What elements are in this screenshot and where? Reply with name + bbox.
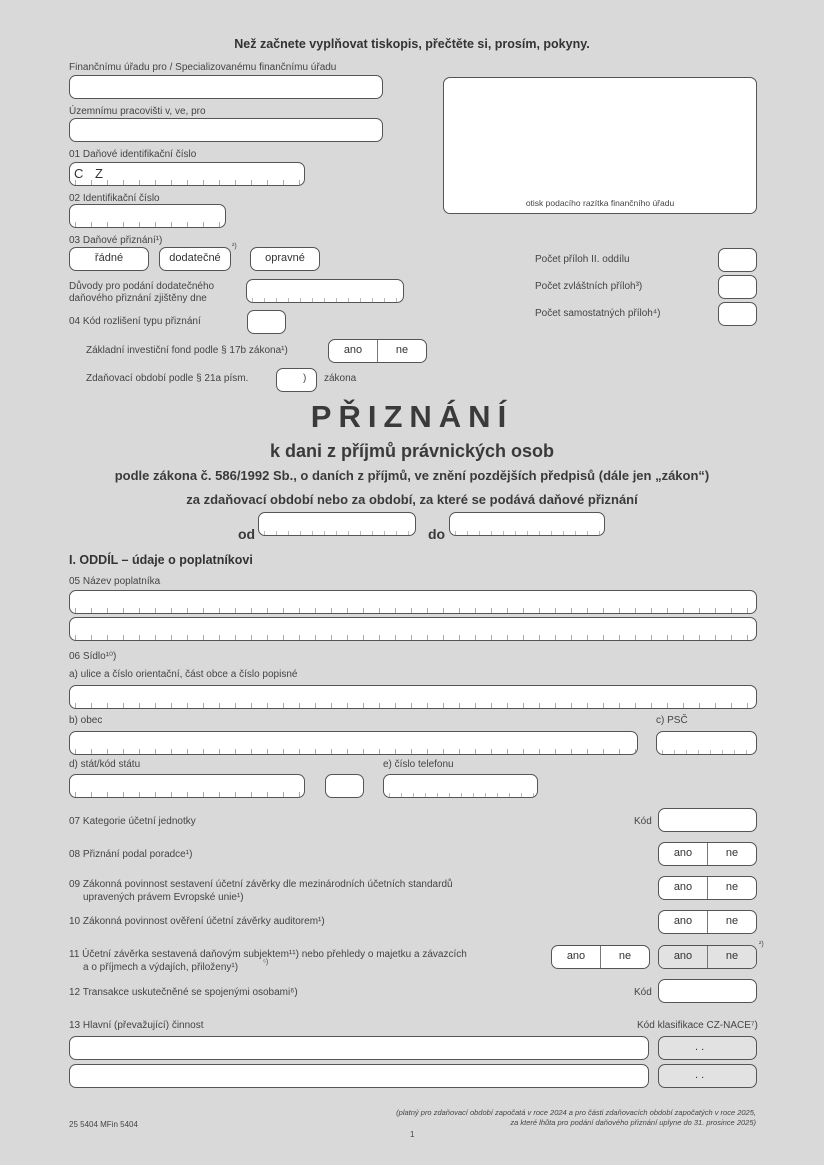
page-number: 1 (410, 1130, 415, 1139)
q11-ano-2[interactable]: ano (659, 946, 707, 968)
ulice-field[interactable] (69, 685, 757, 709)
q11-label-1: 11 Účetní závěrka sestavená daňovým subjektem¹¹) nebo přehledy o majetku a závazcích (69, 949, 467, 960)
zdanovaci-field[interactable] (276, 368, 317, 392)
nace-dots-2: . . (695, 1069, 705, 1081)
q11-toggle-1[interactable] (551, 945, 650, 969)
poradce-label: 08 Přiznání podal poradce¹) (69, 849, 193, 860)
stat-field[interactable] (69, 774, 305, 798)
q11-toggle-2[interactable] (658, 945, 757, 969)
radne-option[interactable]: řádné (69, 247, 149, 271)
investicni-fond-ne[interactable]: ne (377, 340, 426, 362)
transakce-kod-field[interactable] (658, 979, 757, 1003)
dic-label: 01 Daňové identifikační číslo (69, 149, 197, 160)
validity-note-2: za které lhůta pro podání daňového přiznání uplyne do 31. prosince 2025) (510, 1118, 756, 1127)
prilohy-label-1: Počet příloh II. oddílu (535, 254, 630, 265)
ic-label: 02 Identifikační číslo (69, 193, 160, 204)
overeni-ano[interactable]: ano (673, 915, 693, 927)
od-label: od (238, 526, 256, 542)
overeni-label: 10 Zákonná povinnost ověření účetní závěrky auditorem¹) (69, 916, 325, 927)
transakce-label: 12 Transakce uskutečněné se spojenými osobami⁶) (69, 987, 298, 998)
dodatecne-note: ²) (232, 243, 237, 250)
kod-rozliseni-field[interactable] (247, 310, 286, 334)
stamp-label: otisk podacího razítka finančního úřadu (525, 198, 675, 208)
telefon-field[interactable] (383, 774, 538, 798)
poradce-toggle[interactable] (658, 842, 757, 866)
do-label: do (428, 526, 446, 542)
prilohy-label-3: Počet samostatných příloh⁴) (535, 308, 661, 319)
stamp-area (443, 77, 757, 214)
q11-ne-1[interactable]: ne (600, 946, 649, 968)
q11-note-right: ²) (759, 941, 764, 948)
obec-field[interactable] (69, 731, 638, 755)
law-reference: podle zákona č. 586/1992 Sb., o daních z příjmů, ve znění pozdějších předpisů (dále jen „zákon“) (114, 468, 710, 483)
nace-field-1[interactable] (658, 1036, 757, 1060)
zaverka-label-2: upravených právem Evropské unie¹) (83, 892, 244, 903)
cinnost-field-2[interactable] (69, 1064, 649, 1088)
transakce-kod-label: Kód (634, 987, 652, 998)
nace-label: Kód klasifikace CZ-NACE⁷) (637, 1020, 758, 1031)
psc-label: c) PSČ (656, 715, 688, 726)
q11-ne-2[interactable]: ne (707, 946, 756, 968)
ic-field[interactable] (69, 204, 226, 228)
do-date-field[interactable] (449, 512, 605, 536)
validity-note-1: (platný pro zdaňovací období započatá v roce 2024 a pro části zdaňovacích období započatých v roce 2025, (396, 1108, 756, 1117)
nazev-field-1[interactable] (69, 590, 757, 614)
zaverka-ne[interactable]: ne (707, 877, 756, 899)
form-subtitle: k dani z příjmů právnických osob (269, 441, 555, 461)
poradce-ne[interactable]: ne (707, 843, 756, 865)
prilohy-field-1[interactable] (718, 248, 757, 272)
zaverka-label-1: 09 Zákonná povinnost sestavení účetní závěrky dle mezinárodních účetních standardů (69, 879, 453, 890)
duvody-date-field[interactable] (246, 279, 404, 303)
duvody-label-1: Důvody pro podání dodatečného (69, 281, 215, 292)
zdanovaci-paren: ) (303, 373, 307, 384)
section1-heading: I. ODDÍL – údaje o poplatníkovi (69, 553, 253, 567)
kategorie-label: 07 Kategorie účetní jednotky (69, 816, 196, 827)
zaverka-toggle[interactable] (658, 876, 757, 900)
investicni-fond-toggle[interactable] (328, 339, 427, 363)
opravne-option[interactable]: opravné (250, 247, 320, 271)
stat-kod-field[interactable] (325, 774, 364, 798)
ulice-label: a) ulice a číslo orientační, část obce a číslo popisné (69, 669, 298, 680)
zdanovaci-label-before: Zdaňovací období podle § 21a písm. (86, 373, 249, 384)
instruction-header: Než začnete vyplňovat tiskopis, přečtěte si, prosím, pokyny. (234, 37, 590, 51)
nazev-label: 05 Název poplatníka (69, 576, 161, 587)
kategorie-kod-label: Kód (634, 816, 652, 827)
nazev-field-2[interactable] (69, 617, 757, 641)
kategorie-kod-field[interactable] (658, 808, 757, 832)
period-text: za zdaňovací období nebo za období, za které se podává daňové přiznání (186, 492, 638, 507)
financni-urad-field[interactable] (69, 75, 383, 99)
nace-field-2[interactable] (658, 1064, 757, 1088)
financni-urad-label: Finančnímu úřadu pro / Specializovanému finančnímu úřadu (69, 62, 337, 73)
form-code: 25 5404 MFin 5404 (69, 1120, 138, 1129)
dodatecne-option[interactable]: dodatečné (159, 247, 231, 271)
prilohy-field-2[interactable] (718, 275, 757, 299)
obec-label: b) obec (69, 715, 103, 726)
duvody-label-2: daňového přiznání zjištěny dne (69, 293, 207, 304)
zaverka-ano[interactable]: ano (673, 881, 693, 893)
dic-prefix: C Z (74, 166, 107, 181)
prilohy-label-2: Počet zvláštních příloh³) (535, 281, 643, 292)
nace-dots-1: . . (695, 1041, 705, 1053)
sidlo-label: 06 Sídlo¹⁰) (69, 651, 117, 662)
q11-ano-1[interactable]: ano (566, 950, 586, 962)
form-title: PŘIZNÁNÍ (310, 399, 514, 434)
poradce-ano[interactable]: ano (673, 847, 693, 859)
investicni-fond-label: Základní investiční fond podle § 17b zákona¹) (86, 345, 288, 356)
overeni-toggle[interactable] (658, 910, 757, 934)
zdanovaci-label-after: zákona (324, 373, 357, 384)
q11-note: ⁵) (263, 959, 269, 966)
stat-label: d) stát/kód státu (69, 759, 141, 770)
telefon-label: e) číslo telefonu (383, 759, 454, 770)
q11-label-2: a o příjmech a výdajích, přiloženy¹) (83, 962, 239, 973)
investicni-fond-ano[interactable]: ano (343, 344, 363, 356)
cinnost-field-1[interactable] (69, 1036, 649, 1060)
od-date-field[interactable] (258, 512, 416, 536)
kod-rozliseni-label: 04 Kód rozlišení typu přiznání (69, 316, 201, 327)
cinnost-label: 13 Hlavní (převažující) činnost (69, 1020, 204, 1031)
psc-field[interactable] (656, 731, 757, 755)
uzemni-pracoviste-field[interactable] (69, 118, 383, 142)
prilohy-field-3[interactable] (718, 302, 757, 326)
type-label: 03 Daňové přiznání¹) (69, 235, 163, 246)
overeni-ne[interactable]: ne (707, 911, 756, 933)
uzemni-pracoviste-label: Územnímu pracovišti v, ve, pro (69, 106, 206, 117)
